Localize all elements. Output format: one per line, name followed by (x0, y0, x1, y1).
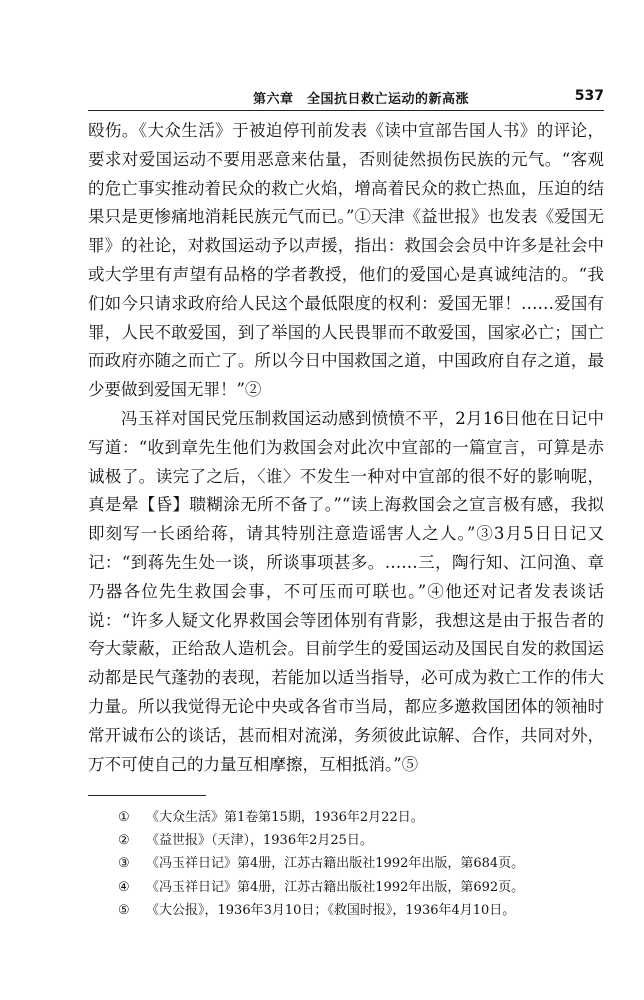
body-text (88, 117, 604, 779)
footnote-text: 《益世报》（天津），1936年2月25日。 (146, 833, 373, 849)
footnote-1 (118, 806, 598, 829)
footnote-text: 《冯玉祥日记》第4册，江苏古籍出版社1992年出版，第684页。 (146, 856, 525, 872)
footnote-divider (88, 795, 206, 796)
footnote-text: 《冯玉祥日记》第4册，江苏古籍出版社1992年出版，第692页。 (146, 879, 525, 895)
footnote-mark: ① (118, 810, 130, 825)
paragraph-2: 冯玉祥对国民党压制救国运动感到愤愤不平，2月16日他在日记中写道：“收到章先生他们为救国会对此次中宣部的一篇宣言，可算是赤诚极了。读完了之后，〈谁〉不发生一种对中宣部的很不好的影响呢，真是晕【昏】聩糊涂无所不备了。”“读上海救国会之宣言极有感，我拟即刻写一长函给蒋，请其特别注意造谣害人之人。”③3月5日日记又记：“到蒋先生处一谈，所谈事项甚多。……三，陶行知、江问渔、章乃器各位先生救国会事，不可压而可联也。”④他还对记者发表谈话说：“许多人疑文化界救国会等团体别有背影，我想这是由于报告者的夸大蒙蔽，正给敌人造机会。目前学生的爱国运动及国民自发的救国运动都是民气蓬勃的表现，若能加以适当指导，必可成为救亡工作的伟大力量。所以我觉得无论中央或各省市当局，都应多邀救国团体的领袖时常开诚布公的谈话，甚而相对流涕，务须彼此谅解、合作，共同对外，万不可使自己的力量互相摩擦，互相抵消。”⑤ (88, 408, 604, 774)
footnote-mark: ③ (118, 856, 130, 872)
running-header (88, 86, 604, 111)
page-number: 537 (574, 88, 604, 104)
footnote-mark: ② (118, 833, 130, 849)
footnote-mark: ⑤ (118, 902, 130, 918)
paragraph-1: 殴伤。《大众生活》于被迫停刊前发表《读中宣部告国人书》的评论，要求对爱国运动不要用恶意来估量，否则徒然损伤民族的元气。“客观的危亡事实推动着民众的救亡火焰，增高着民众的救亡热血，压迫的结果只是更惨痛地消耗民族元气而已。”①天津《益世报》也发表《爱国无罪》的社论，对救国运动予以声援，指出：救国会会员中许多是社会中或大学里有声望有品格的学者教授，他们的爱国心是真诚纯洁的。“我们如今只请求政府给人民这个最低限度的权利：爱国无罪！……爱国有罪，人民不敢爱国，到了举国的人民畏罪而不敢爱国，国家必亡；国亡而政府亦随之而亡了。所以今日中国救国之道，中国政府自存之道，最少要做到爱国无罪！”② (88, 121, 604, 400)
footnotes (118, 806, 598, 922)
chapter-title: 第六章 全国抗日救亡运动的新高涨 (253, 92, 470, 107)
footnote-mark: ④ (118, 879, 130, 895)
footnote-5 (118, 899, 598, 922)
footnote-3 (118, 852, 598, 875)
footnote-2 (118, 829, 598, 852)
footnote-4 (118, 876, 598, 899)
footnote-text: 《大众生活》第1卷第15期，1936年2月22日。 (146, 810, 424, 825)
footnote-text: 《大公报》，1936年3月10日；《救国时报》，1936年4月10日。 (146, 902, 516, 918)
